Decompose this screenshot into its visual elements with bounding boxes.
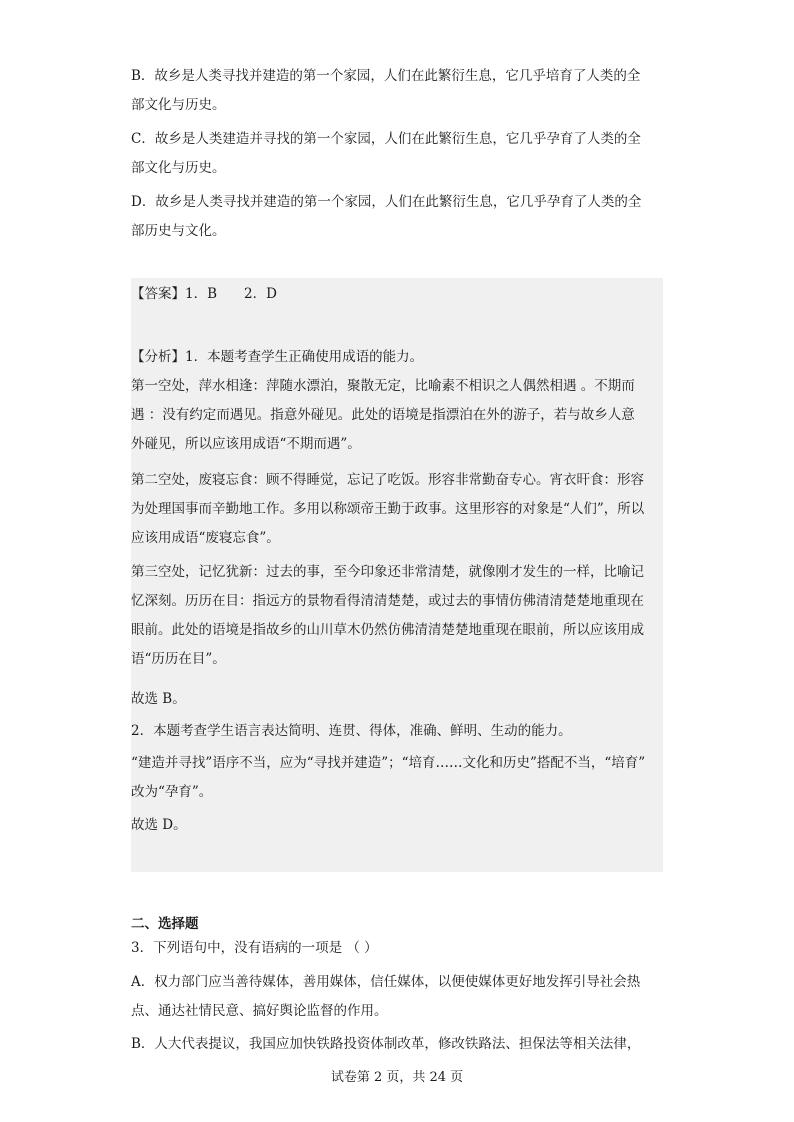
option-c-line1: C．故乡是人类建造并寻找的第一个家园，人们在此繁衍生息，它几乎孕育了人类的全	[131, 131, 641, 147]
question-stem: 3．下列语句中，没有语病的一项是 （ ）	[131, 940, 378, 956]
option-d-line2: 部历史与文化。	[131, 223, 226, 239]
analysis-line: 第三空处，记忆犹新：过去的事，至今印象还非常清楚，就像刚才发生的一样，比喻记	[131, 564, 644, 580]
analysis-line: 故选 B。	[131, 691, 186, 707]
analysis-line: 语“历历在目”。	[131, 651, 226, 667]
analysis-line: 故选 D。	[131, 817, 187, 833]
option-b-line2: 部文化与历史。	[131, 97, 226, 113]
page-footer: 试卷第 2 页，共 24 页	[330, 1070, 464, 1085]
answer-line: 【答案】1．B 2．D	[131, 286, 277, 302]
analysis-line: 遇 ：没有约定而遇见。指意外碰见。此处的语境是指漂泊在外的游子，若与故乡人意	[131, 407, 635, 423]
option-b-line1: B．故乡是人类寻找并建造的第一个家园，人们在此繁衍生息，它几乎培育了人类的全	[131, 68, 641, 84]
analysis-line: 【分析】1．本题考查学生正确使用成语的能力。	[131, 349, 424, 365]
option-d-line1: D．故乡是人类寻找并建造的第一个家园，人们在此繁衍生息，它几乎孕育了人类的全	[131, 194, 642, 210]
analysis-line: 第一空处，萍水相逢：萍随水漂泊，聚散无定，比喻素不相识之人偶然相遇 。不期而	[131, 378, 635, 394]
answer-analysis-box	[131, 278, 663, 872]
option-c-line2: 部文化与历史。	[131, 160, 226, 176]
analysis-line: 外碰见，所以应该用成语“不期而遇”。	[131, 436, 361, 452]
analysis-line: 应该用成语“废寝忘食”。	[131, 530, 280, 546]
analysis-line: 2．本题考查学生语言表达简明、连贯、得体，准确、鲜明、生动的能力。	[131, 723, 572, 739]
analysis-line: 第二空处，废寝忘食：顾不得睡觉，忘记了吃饭。形容非常勤奋专心。宵衣旰食：形容	[131, 472, 644, 488]
analysis-line: 为处理国事而辛勤地工作。多用以称颂帝王勤于政事。这里形容的对象是“人们”，所以	[131, 501, 645, 517]
analysis-line: 改为“孕育”。	[131, 784, 213, 800]
question-option-a-line2: 点、通达社情民意、搞好舆论监督的作用。	[131, 1003, 388, 1019]
analysis-line: 眼前。此处的语境是指故乡的山川草木仍然仿佛清清楚楚地重现在眼前，所以应该用成	[131, 622, 644, 638]
question-option-a-line1: A．权力部门应当善待媒体，善用媒体，信任媒体，以便使媒体更好地发挥引导社会热	[131, 974, 641, 990]
analysis-line: 忆深刻。历历在目：指远方的景物看得清清楚楚，或过去的事情仿佛清清楚楚地重现在	[131, 593, 644, 609]
question-option-b-line1: B．人大代表提议，我国应加快铁路投资体制改革，修改铁路法、担保法等相关法律，	[131, 1036, 641, 1052]
section-heading: 二、选择题	[131, 916, 199, 932]
analysis-line: “建造并寻找”语序不当，应为“寻找并建造”；“培育……文化和历史”搭配不当，“培育”	[131, 755, 646, 771]
